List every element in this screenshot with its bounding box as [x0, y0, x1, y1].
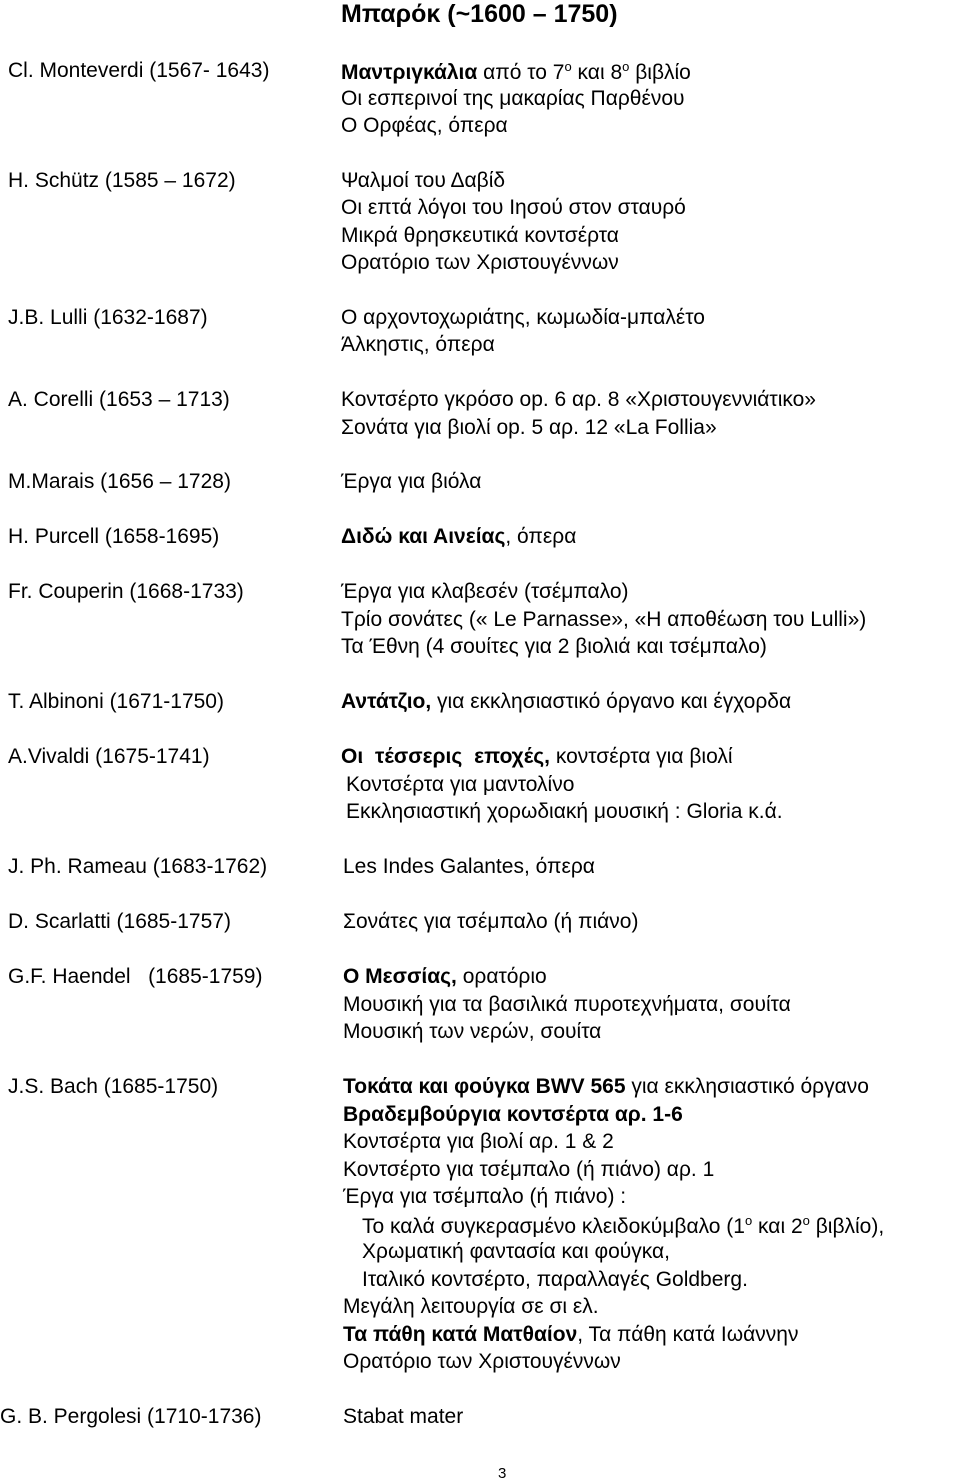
work-bach-italian-concerto: Ιταλικό κοντσέρτο, παραλλαγές Goldberg.	[362, 1268, 748, 1291]
work-schutz-seven-words: Οι επτά λόγοι του Ιησού στον σταυρό	[341, 196, 686, 219]
work-monteverdi-vespers: Οι εσπερινοί της μακαρίας Παρθένου	[341, 87, 685, 110]
work-albinoni-adagio: Αντάτζιο, για εκκλησιαστικό όργανο και έγχορδα	[341, 690, 792, 713]
work-monteverdi-madrigals: Μαντριγκάλια από το $7^o$ και $8^o$ βιβλίο	[341, 59, 691, 84]
composer-name-pergolesi: G. B. Pergolesi (1710-1736)	[0, 1405, 262, 1428]
composer-name-albinoni: T. Albinoni (1671-1750)	[8, 690, 224, 713]
work-schutz-christmas-oratorio: Ορατόριο των Χριστουγέννων	[341, 251, 619, 274]
composer-name-bach: J.S. Bach (1685-1750)	[8, 1075, 219, 1098]
page-title: Μπαρόκ (~1600 – 1750)	[341, 0, 618, 28]
composer-name-purcell: H. Purcell (1658-1695)	[8, 525, 220, 548]
work-bach-brandenburg: Βραδεμβούργια κοντσέρτα αρ. 1-6	[343, 1103, 683, 1126]
work-bach-mass-b-minor: Μεγάλη λειτουργία σε σι ελ.	[343, 1295, 599, 1318]
work-purcell-dido: Διδώ και Αινείας, όπερα	[341, 525, 577, 548]
composer-name-marais: M.Marais (1656 – 1728)	[8, 470, 231, 493]
work-pergolesi-stabat-mater: Stabat mater	[343, 1405, 464, 1428]
work-vivaldi-choral: Εκκλησιαστική χορωδιακή μουσική : Gloria κ.ά.	[346, 800, 783, 823]
work-corelli-follia: Σονάτα για βιολί op. 5 αρ. 12 «La Follia»	[341, 416, 717, 439]
work-monteverdi-orfeo: Ο Ορφέας, όπερα	[341, 114, 508, 137]
composer-name-rameau: J. Ph. Rameau (1683-1762)	[8, 855, 268, 878]
work-bach-chromatic-fantasy: Χρωματική φαντασία και φούγκα,	[362, 1240, 670, 1263]
work-haendel-water-music: Μουσική των νερών, σουίτα	[343, 1020, 602, 1043]
work-marais-viol: Έργα για βιόλα	[341, 470, 482, 493]
work-couperin-trio-sonatas: Τρίο σονάτες (« Le Parnasse», «Η αποθέωση του Lulli»)	[341, 608, 867, 631]
work-bach-harpsichord-concerto: Κοντσέρτο για τσέμπαλο (ή πιάνο) αρ. 1	[343, 1158, 715, 1181]
work-bach-passions: Τα πάθη κατά Ματθαίον, Τα πάθη κατά Ιωάννην	[343, 1323, 799, 1346]
work-bach-well-tempered: Το καλά συγκερασμένο κλειδοκύμβαλο ($1^o$ και $2^o$ βιβλίο),	[362, 1213, 885, 1238]
work-bach-christmas-oratorio: Ορατόριο των Χριστουγέννων	[343, 1350, 621, 1373]
work-lulli-bourgeois: Ο αρχοντοχωριάτης, κωμωδία-μπαλέτο	[341, 306, 705, 329]
composer-name-vivaldi: A.Vivaldi (1675-1741)	[8, 745, 210, 768]
composer-name-couperin: Fr. Couperin (1668-1733)	[8, 580, 244, 603]
composer-name-monteverdi: Cl. Monteverdi (1567- 1643)	[8, 59, 270, 82]
work-couperin-harpsichord: Έργα για κλαβεσέν (τσέμπαλο)	[341, 580, 629, 603]
work-schutz-sacred-concertos: Μικρά θρησκευτικά κοντσέρτα	[341, 224, 619, 247]
work-lulli-alceste: Άλκηστις, όπερα	[341, 333, 495, 356]
work-bach-violin-concertos: Κοντσέρτα για βιολί αρ. 1 & 2	[343, 1130, 614, 1153]
work-couperin-nations: Τα Έθνη (4 σουίτες για 2 βιολιά και τσέμπαλο)	[341, 635, 767, 658]
work-bach-keyboard-works: Έργα για τσέμπαλο (ή πιάνο) :	[343, 1185, 627, 1208]
work-corelli-concerto-grosso: Κοντσέρτο γκρόσο op. 6 αρ. 8 «Χριστουγεννιάτικο»	[341, 388, 816, 411]
work-scarlatti-sonatas: Σονάτες για τσέμπαλο (ή πιάνο)	[343, 910, 639, 933]
composer-name-haendel: G.F. Haendel (1685-1759)	[8, 965, 263, 988]
work-haendel-fireworks: Μουσική για τα βασιλικά πυροτεχνήματα, σουίτα	[343, 993, 791, 1016]
page-number: 3	[498, 1465, 507, 1482]
work-vivaldi-seasons: Οι τέσσερις εποχές, κοντσέρτα για βιολί	[341, 745, 733, 768]
work-schutz-psalms: Ψαλμοί του Δαβίδ	[341, 169, 506, 192]
work-vivaldi-mandolin: Κοντσέρτα για μαντολίνο	[346, 773, 575, 796]
composer-name-corelli: A. Corelli (1653 – 1713)	[8, 388, 230, 411]
work-haendel-messiah: Ο Μεσσίας, ορατόριο	[343, 965, 547, 988]
work-rameau-indes: Les Indes Galantes, όπερα	[343, 855, 595, 878]
composer-name-schutz: H. Schütz (1585 – 1672)	[8, 169, 236, 192]
composer-name-scarlatti: D. Scarlatti (1685-1757)	[8, 910, 231, 933]
work-bach-toccata: Τοκάτα και φούγκα BWV 565 για εκκλησιαστικό όργανο	[343, 1075, 869, 1098]
composer-name-lulli: J.B. Lulli (1632-1687)	[8, 306, 208, 329]
